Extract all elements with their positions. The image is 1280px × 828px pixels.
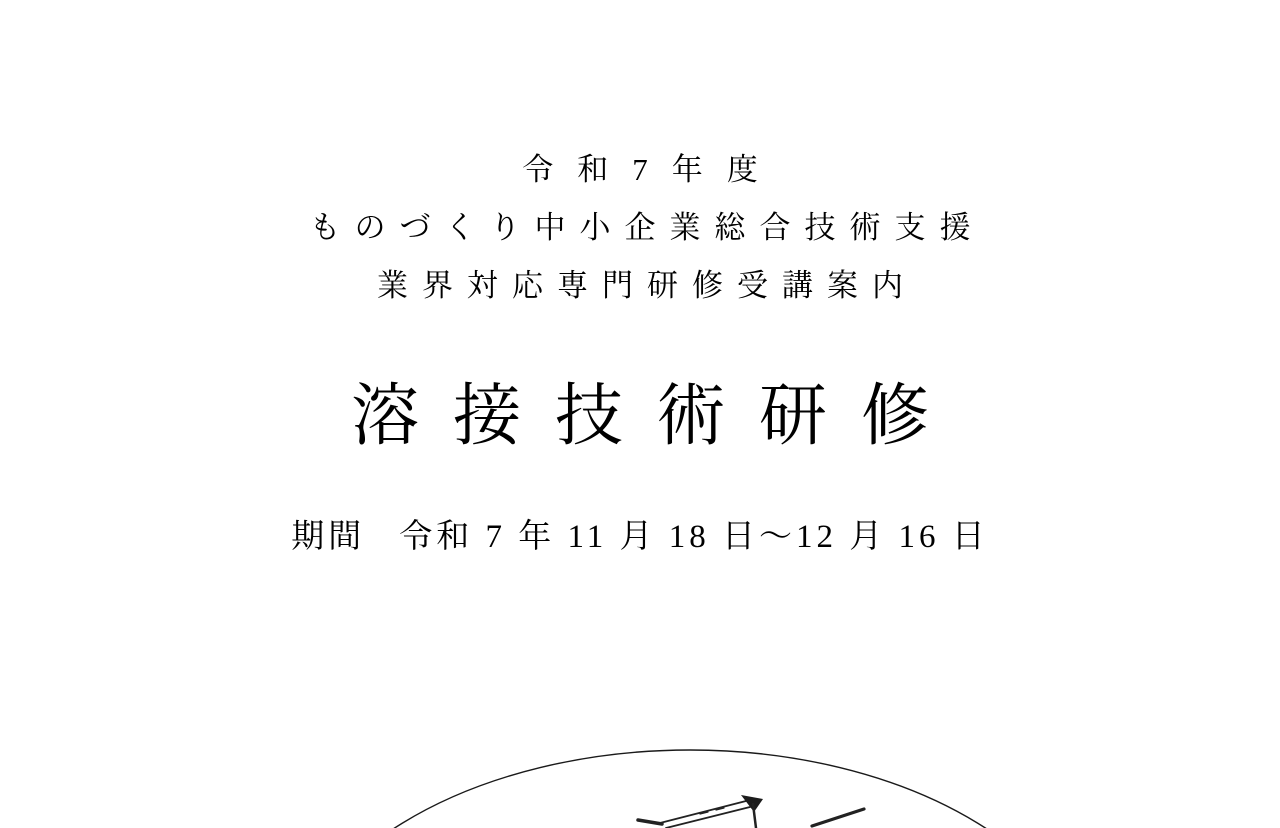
oval-border bbox=[283, 750, 1097, 828]
fiscal-year-line: 令和7年度 bbox=[522, 152, 782, 187]
period-line bbox=[0, 510, 1280, 557]
period-label: 期間 bbox=[291, 519, 366, 555]
welding-illustration-icon bbox=[0, 740, 1280, 828]
main-title: 溶接技術研修 bbox=[350, 378, 963, 454]
course-guide-line: 業界対応専門研修受講案内 bbox=[377, 268, 917, 303]
welding-sketch-strokes bbox=[638, 795, 864, 828]
program-name-line: ものづくり中小企業総合技術支援 bbox=[309, 210, 985, 245]
period-value: 令和 7 年 11 月 18 日～12 月 16 日 bbox=[399, 519, 989, 555]
